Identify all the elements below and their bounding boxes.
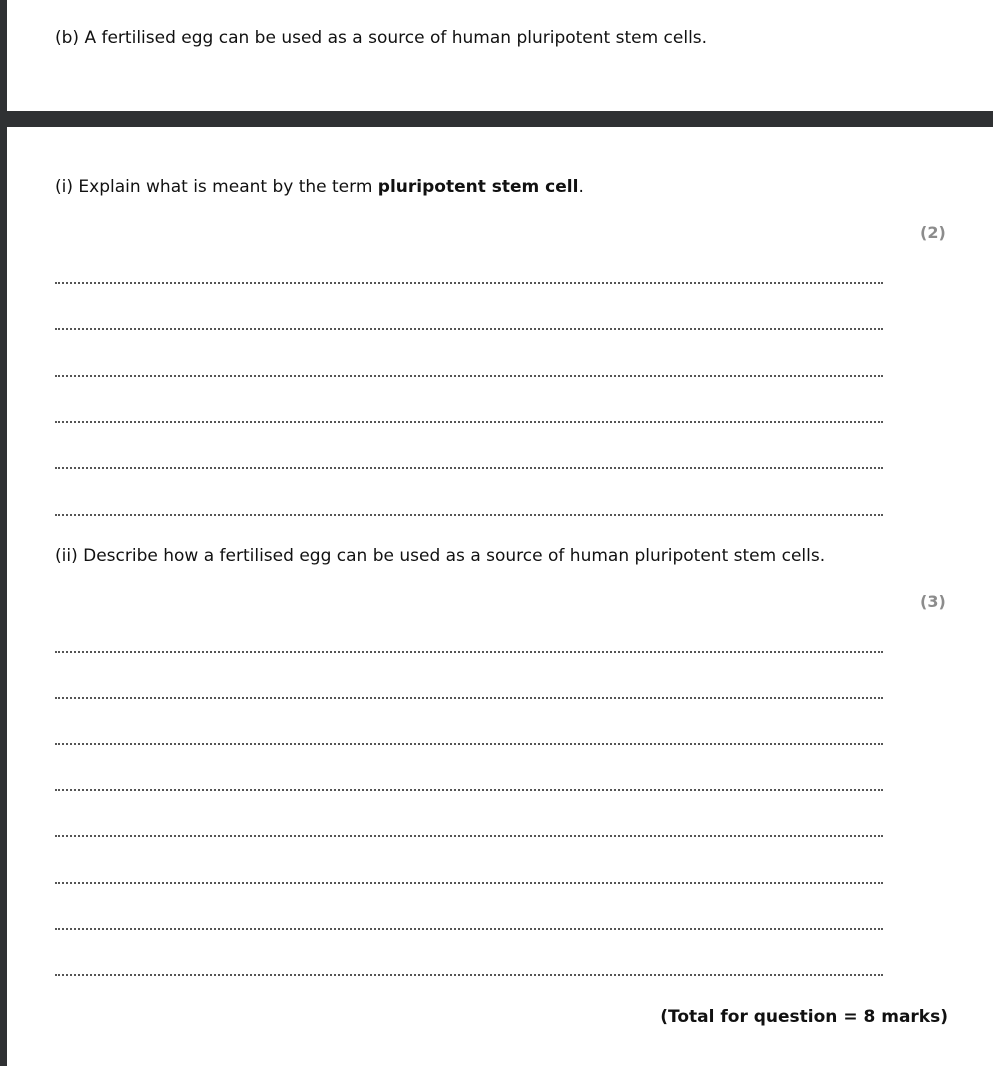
total-marks: (Total for question = 8 marks): [660, 1007, 948, 1027]
answer-line-ii-6[interactable]: [55, 882, 883, 884]
part-i-marks: (2): [920, 223, 946, 242]
part-i-term: pluripotent stem cell: [377, 177, 579, 197]
answer-line-i-2[interactable]: [55, 328, 883, 330]
question-b-intro: (b) A fertilised egg can be used as a source of human pluripotent stem cells.: [55, 28, 708, 48]
answer-line-i-6[interactable]: [55, 514, 883, 516]
section-divider: [0, 111, 993, 127]
answer-line-ii-5[interactable]: [55, 835, 883, 837]
part-i-prompt-suffix: .: [578, 177, 584, 197]
answer-line-i-1[interactable]: [55, 282, 883, 284]
part-ii-prompt: (ii) Describe how a fertilised egg can be used as a source of human pluripotent stem cells.: [55, 546, 826, 566]
answer-line-i-5[interactable]: [55, 467, 883, 469]
answer-line-ii-1[interactable]: [55, 651, 883, 653]
answer-line-ii-7[interactable]: [55, 928, 883, 930]
answer-line-ii-3[interactable]: [55, 743, 883, 745]
answer-line-i-3[interactable]: [55, 375, 883, 377]
answer-line-ii-2[interactable]: [55, 697, 883, 699]
part-ii-marks: (3): [920, 592, 946, 611]
answer-line-i-4[interactable]: [55, 421, 883, 423]
part-i-prompt: [55, 177, 584, 197]
left-margin-bar: [0, 0, 7, 1066]
part-i-prompt-prefix: (i) Explain what is meant by the term: [55, 177, 378, 197]
answer-line-ii-8[interactable]: [55, 974, 883, 976]
answer-line-ii-4[interactable]: [55, 789, 883, 791]
